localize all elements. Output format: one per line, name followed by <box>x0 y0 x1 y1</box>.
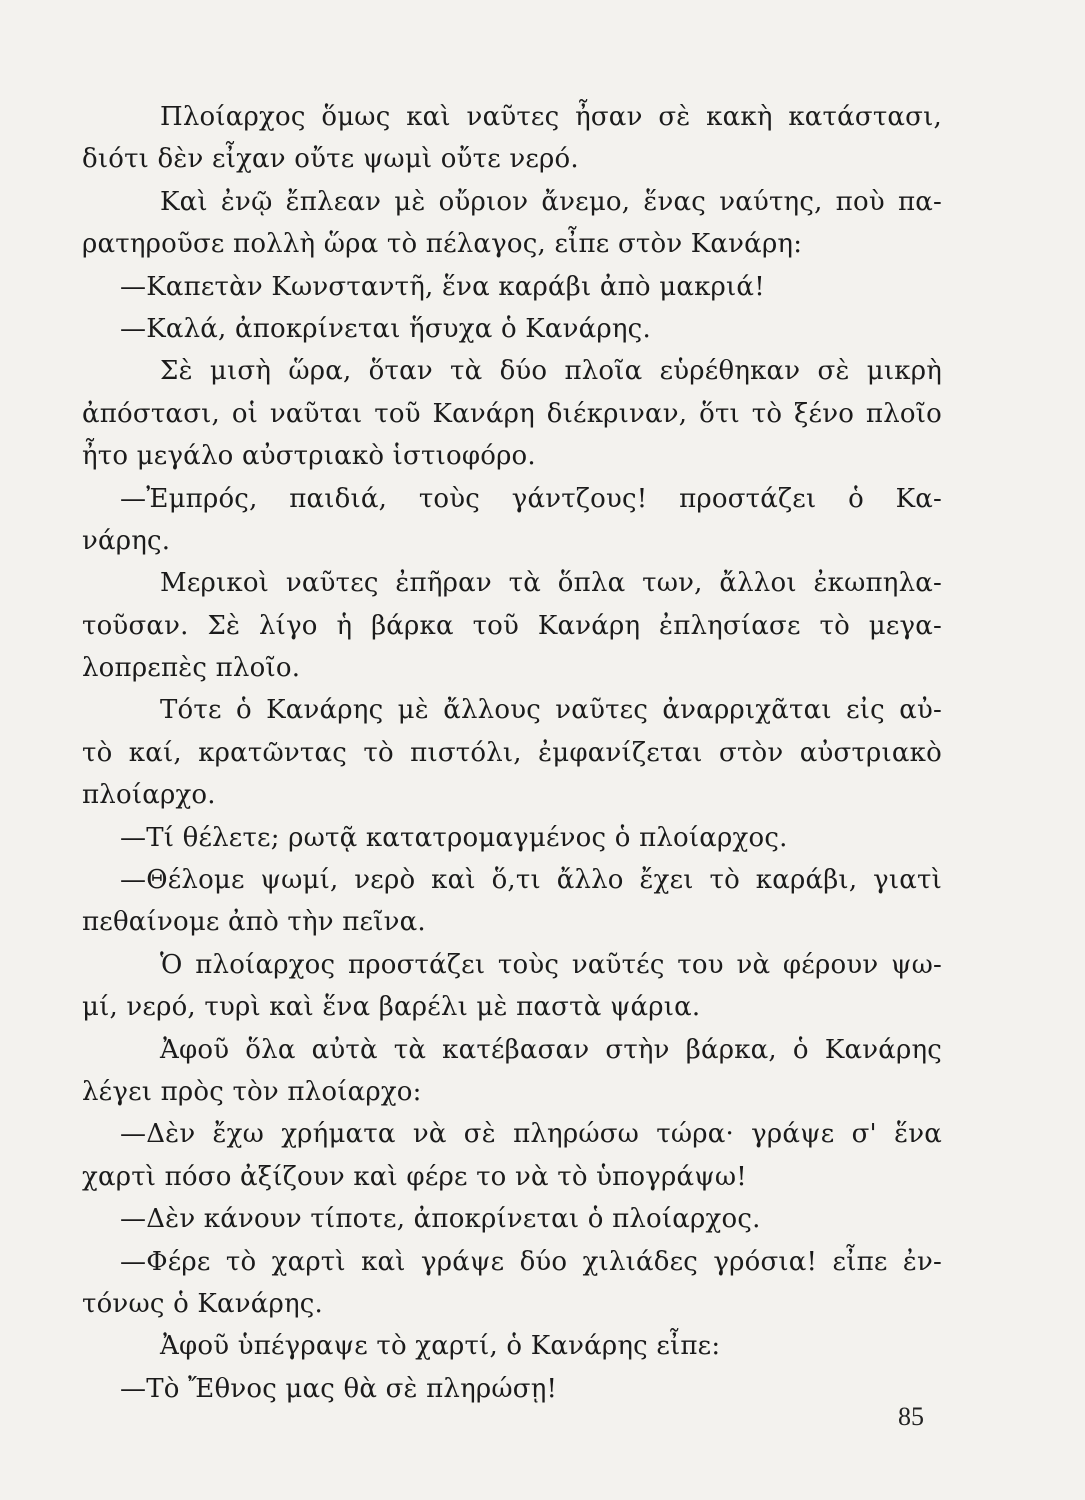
text-line: ρατηροῦσε πολλὴ ὥρα τὸ πέλαγος, εἶπε στὸν Κανάρη: <box>82 229 803 260</box>
text-line: —Καλά, ἀποκρίνεται ἥσυχα ὁ Κανάρης. <box>120 313 651 344</box>
text-line: —Φέρε τὸ χαρτὶ καὶ γράψε δύο χιλιάδες γρόσια! εἶπε ἐν- <box>120 1246 942 1277</box>
text-line: Ἀφοῦ ὑπέγραψε τὸ χαρτί, ὁ Κανάρης εἶπε: <box>160 1331 721 1362</box>
story-text <box>82 96 942 1410</box>
text-line: —Δὲν κάνουν τίποτε, ἀποκρίνεται ὁ πλοίαρχος. <box>120 1204 761 1235</box>
text-line: νάρης. <box>82 525 171 556</box>
text-line: λοπρεπὲς πλοῖο. <box>82 653 301 684</box>
text-line: —Καπετὰν Κωνσταντῆ, ἕνα καράβι ἀπὸ μακριά! <box>120 271 765 302</box>
text-line: —Θέλομε ψωμί, νερὸ καὶ ὅ,τι ἄλλο ἔχει τὸ καράβι, γιατὶ <box>120 865 942 896</box>
text-line: Καὶ ἐνῷ ἔπλεαν μὲ οὔριον ἄνεμο, ἕνας ναύτης, ποὺ πα- <box>160 186 942 217</box>
text-line: μί, νερό, τυρὶ καὶ ἕνα βαρέλι μὲ παστὰ ψάρια. <box>82 992 701 1023</box>
text-line: —Δὲν ἔχω χρήματα νὰ σὲ πληρώσω τώρα· γράψε σ' ἕνα <box>120 1119 942 1150</box>
text-line: Ἀφοῦ ὅλα αὐτὰ τὰ κατέβασαν στὴν βάρκα, ὁ Κανάρης <box>160 1034 942 1065</box>
text-line: Μερικοὶ ναῦτες ἐπῆραν τὰ ὅπλα των, ἄλλοι ἐκωπηλα- <box>160 568 942 599</box>
text-line: διότι δὲν εἶχαν οὔτε ψωμὶ οὔτε νερό. <box>82 144 579 175</box>
text-line: τόνως ὁ Κανάρης. <box>82 1288 324 1319</box>
text-line: ἀπόστασι, οἱ ναῦται τοῦ Κανάρη διέκριναν, ὅτι τὸ ξένο πλοῖο <box>82 398 942 429</box>
text-line: —Ἐμπρός, παιδιά, τοὺς γάντζους! προστάζει ὁ Κα- <box>120 483 942 514</box>
text-line: —Τί θέλετε; ρωτᾷ κατατρομαγμένος ὁ πλοίαρχος. <box>120 822 788 853</box>
text-line: Πλοίαρχος ὅμως καὶ ναῦτες ἦσαν σὲ κακὴ κατάστασι, <box>160 102 942 132</box>
text-line: Σὲ μισὴ ὥρα, ὅταν τὰ δύο πλοῖα εὑρέθηκαν σὲ μικρὴ <box>160 356 942 387</box>
text-line: λέγει πρὸς τὸν πλοίαρχο: <box>82 1076 422 1107</box>
text-line: πλοίαρχο. <box>82 780 216 811</box>
text-line: πεθαίνομε ἀπὸ τὴν πεῖνα. <box>82 907 426 938</box>
text-line: χαρτὶ πόσο ἀξίζουν καὶ φέρε το νὰ τὸ ὑπογράψω! <box>82 1161 747 1192</box>
text-line: ἦτο μεγάλο αὐστριακὸ ἱστιοφόρο. <box>82 441 536 472</box>
text-line: Τότε ὁ Κανάρης μὲ ἄλλους ναῦτες ἀναρριχᾶται εἰς αὐ- <box>160 695 942 726</box>
text-line: τοῦσαν. Σὲ λίγο ἡ βάρκα τοῦ Κανάρη ἐπλησίασε τὸ μεγα- <box>82 610 942 641</box>
text-line: —Τὸ Ἔθνος μας θὰ σὲ πληρώσῃ! <box>120 1373 558 1404</box>
page-number: 85 <box>898 1402 924 1431</box>
text-line: τὸ καί, κρατῶντας τὸ πιστόλι, ἐμφανίζεται στὸν αὐστριακὸ <box>82 737 942 768</box>
text-line: Ὁ πλοίαρχος προστάζει τοὺς ναῦτές του νὰ φέρουν ψω- <box>160 949 942 980</box>
